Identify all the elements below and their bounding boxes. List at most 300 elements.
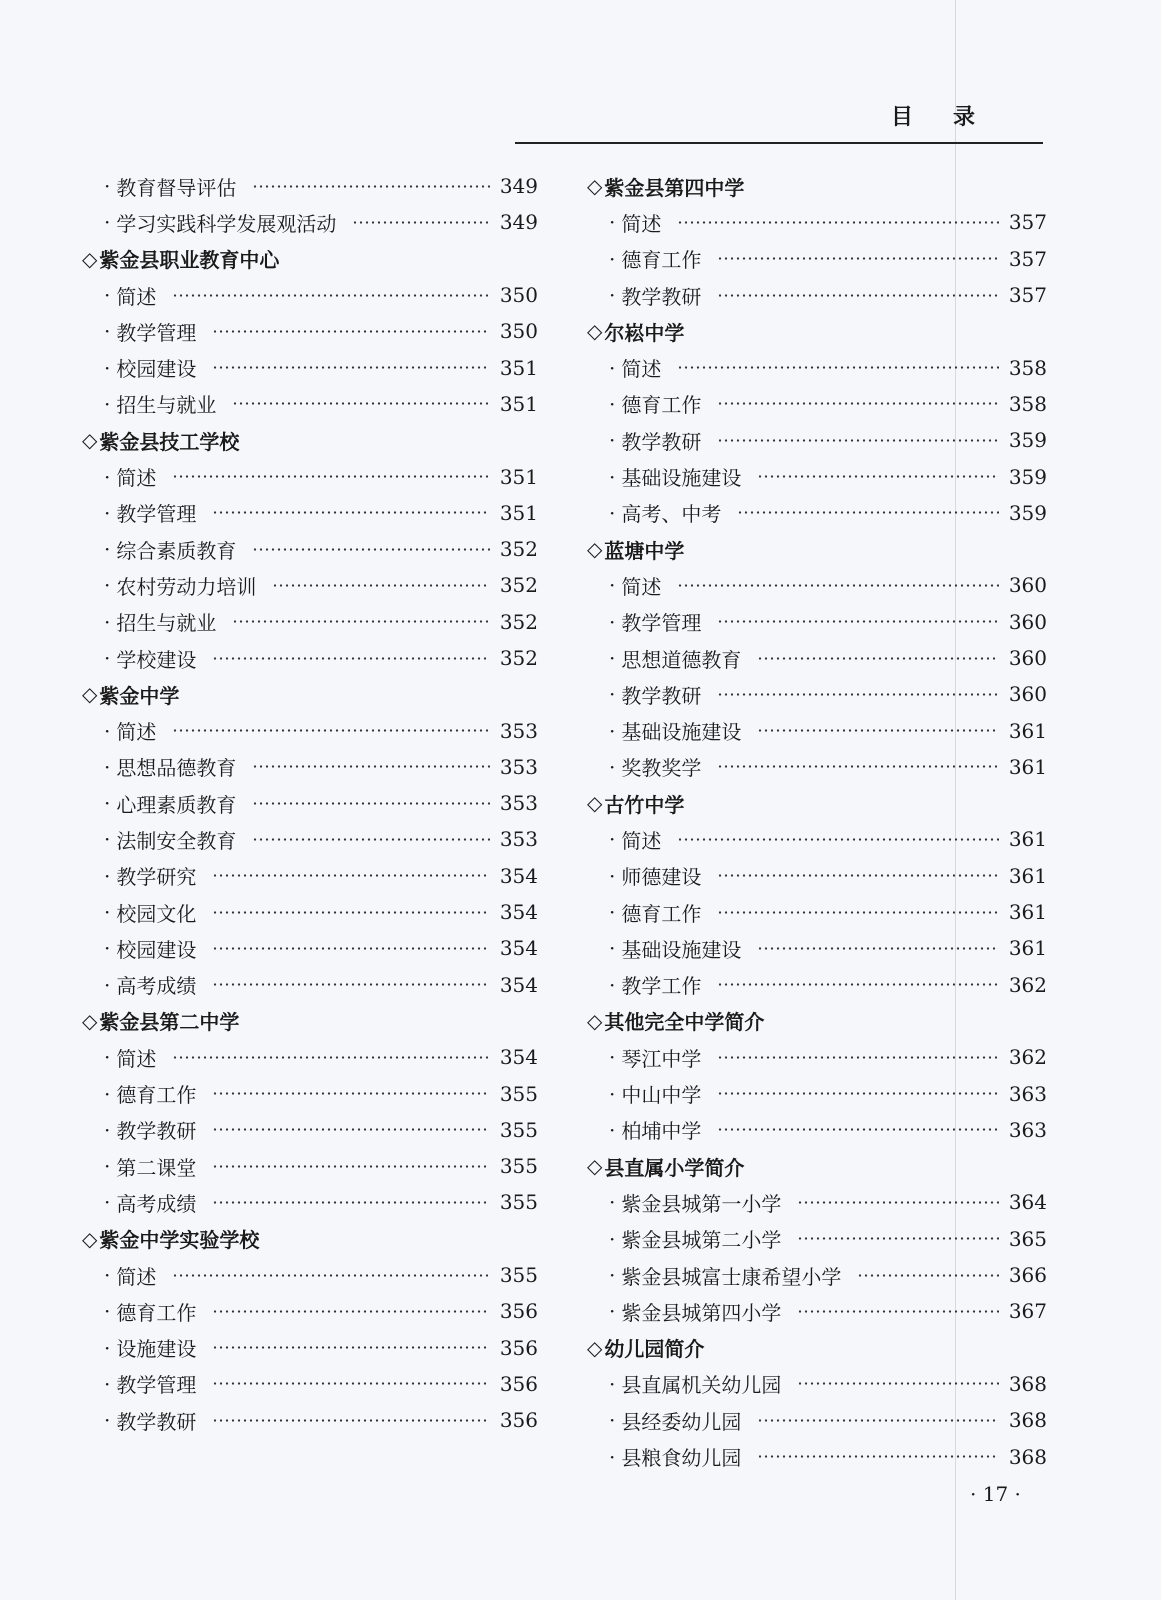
dot-leader — [212, 1092, 489, 1095]
entry-title: 中山中学 — [621, 1083, 702, 1108]
entry-page-number: 353 — [499, 718, 538, 743]
toc-entry[interactable] — [82, 204, 538, 240]
diamond-icon: ◇ — [82, 246, 98, 271]
toc-right-column — [587, 168, 1047, 1475]
bullet-icon: · — [104, 283, 111, 308]
dot-leader — [172, 1056, 489, 1059]
entry-page-number: 349 — [499, 210, 538, 235]
dot-leader — [232, 402, 489, 405]
dot-leader — [212, 1128, 489, 1131]
toc-entry[interactable] — [82, 1075, 538, 1111]
toc-section-heading[interactable] — [587, 531, 1047, 567]
toc-entry[interactable] — [82, 967, 538, 1003]
dot-leader — [212, 366, 489, 369]
dot-leader — [212, 657, 489, 660]
toc-entry[interactable] — [587, 349, 1047, 385]
toc-entry[interactable] — [82, 930, 538, 966]
bullet-icon: · — [609, 246, 616, 271]
entry-title: 教学管理 — [621, 611, 702, 636]
bullet-icon: · — [104, 646, 111, 670]
dot-leader — [212, 1310, 489, 1313]
bullet-icon: · — [104, 1299, 111, 1324]
dot-leader — [717, 620, 998, 623]
toc-entry[interactable] — [82, 531, 538, 567]
entry-title: 简述 — [621, 574, 662, 599]
toc-entry[interactable] — [587, 749, 1047, 785]
toc-entry[interactable] — [587, 1075, 1047, 1111]
entry-page-number: 367 — [1008, 1299, 1047, 1324]
entry-page-number: 354 — [499, 900, 538, 925]
dot-leader — [717, 294, 998, 297]
section-title: 紫金县第二中学 — [99, 1010, 240, 1035]
entry-page-number: 362 — [1008, 1045, 1047, 1070]
diamond-icon: ◇ — [587, 1008, 603, 1033]
entry-title: 琴江中学 — [621, 1046, 702, 1071]
entry-title: 县经委幼儿园 — [621, 1409, 742, 1434]
entry-title: 教学教研 — [621, 429, 702, 454]
bullet-icon: · — [609, 1408, 616, 1433]
dot-leader — [172, 1274, 489, 1277]
entry-page-number: 352 — [499, 609, 538, 634]
section-title: 县直属小学简介 — [604, 1155, 745, 1180]
header-title: 目录 — [890, 105, 1015, 130]
entry-page-number: 360 — [1008, 682, 1047, 707]
dot-leader — [717, 1128, 998, 1131]
toc-entry[interactable] — [587, 422, 1047, 458]
entry-page-number: 351 — [499, 355, 538, 380]
toc-entry[interactable] — [82, 1402, 538, 1438]
entry-page-number: 354 — [499, 936, 538, 961]
bullet-icon: · — [609, 1226, 616, 1251]
bullet-icon: · — [609, 1117, 616, 1142]
bullet-icon: · — [104, 718, 111, 743]
entry-title: 招生与就业 — [116, 611, 217, 636]
dot-leader — [717, 911, 998, 914]
bullet-icon: · — [609, 718, 616, 743]
toc-entry[interactable] — [82, 386, 538, 422]
toc-entry[interactable] — [587, 604, 1047, 640]
toc-section-heading[interactable] — [82, 676, 538, 712]
toc-entry[interactable] — [82, 1330, 538, 1366]
bullet-icon: · — [609, 827, 616, 852]
toc-entry[interactable] — [82, 1257, 538, 1293]
bullet-icon: · — [609, 863, 616, 888]
entry-title: 教育督导评估 — [116, 175, 237, 200]
diamond-icon: ◇ — [82, 1226, 98, 1251]
entry-page-number: 354 — [499, 972, 538, 997]
entry-page-number: 353 — [499, 827, 538, 852]
toc-entry[interactable] — [587, 676, 1047, 712]
entry-page-number: 349 — [499, 174, 538, 199]
dot-leader — [212, 511, 489, 514]
bullet-icon: · — [104, 1117, 111, 1142]
toc-section-heading[interactable] — [587, 168, 1047, 204]
bullet-icon: · — [104, 1081, 111, 1106]
toc-entry[interactable] — [587, 712, 1047, 748]
bullet-icon: · — [104, 1263, 111, 1288]
dot-leader — [797, 1382, 998, 1385]
diamond-icon: ◇ — [587, 319, 603, 344]
bullet-icon: · — [609, 428, 616, 453]
dot-leader — [717, 257, 998, 260]
bullet-icon: · — [609, 283, 616, 308]
bullet-icon: · — [609, 646, 616, 670]
toc-entry[interactable] — [82, 785, 538, 821]
entry-page-number: 350 — [499, 283, 538, 308]
bullet-icon: · — [104, 609, 111, 634]
entry-title: 学习实践科学发展观活动 — [116, 211, 337, 236]
dot-leader — [172, 729, 489, 732]
bullet-icon: · — [104, 863, 111, 888]
diamond-icon: ◇ — [587, 537, 603, 562]
toc-entry[interactable] — [587, 386, 1047, 422]
running-header — [515, 98, 1043, 144]
entry-page-number: 358 — [1008, 391, 1047, 416]
dot-leader — [857, 1274, 998, 1277]
section-title: 紫金县职业教育中心 — [99, 248, 280, 273]
diamond-icon: ◇ — [587, 1154, 603, 1179]
bullet-icon: · — [609, 1045, 616, 1070]
dot-leader — [252, 765, 489, 768]
toc-section-heading[interactable] — [82, 1003, 538, 1039]
entry-page-number: 355 — [499, 1154, 538, 1179]
toc-entry[interactable] — [587, 458, 1047, 494]
entry-page-number: 352 — [499, 646, 538, 670]
dot-leader — [757, 475, 998, 478]
entry-page-number: 357 — [1008, 210, 1047, 235]
bullet-icon: · — [104, 174, 111, 199]
section-title: 紫金县第四中学 — [604, 175, 745, 200]
toc-entry[interactable] — [82, 894, 538, 930]
dot-leader — [757, 1455, 998, 1458]
entry-title: 县粮食幼儿园 — [621, 1446, 742, 1471]
dot-leader — [212, 1419, 489, 1422]
entry-page-number: 360 — [1008, 646, 1047, 670]
toc-entry[interactable] — [82, 1039, 538, 1075]
bullet-icon: · — [104, 1408, 111, 1433]
toc-entry[interactable] — [82, 858, 538, 894]
dot-leader — [272, 584, 489, 587]
entry-page-number: 355 — [499, 1190, 538, 1215]
entry-title: 柏埔中学 — [621, 1119, 702, 1144]
entry-page-number: 357 — [1008, 283, 1047, 308]
toc-section-heading[interactable] — [82, 1221, 538, 1257]
dot-leader — [717, 1092, 998, 1095]
dot-leader — [212, 1346, 489, 1349]
entry-title: 简述 — [621, 357, 662, 382]
section-title: 蓝塘中学 — [604, 538, 685, 563]
toc-entry[interactable] — [82, 277, 538, 313]
diamond-icon: ◇ — [587, 1335, 603, 1360]
bullet-icon: · — [104, 1154, 111, 1179]
entry-title: 学校建设 — [116, 647, 197, 672]
dot-leader — [212, 1201, 489, 1204]
toc-left-column — [82, 168, 538, 1438]
entry-page-number: 356 — [499, 1408, 538, 1433]
entry-title: 德育工作 — [116, 1300, 197, 1325]
diamond-icon: ◇ — [82, 682, 98, 707]
entry-page-number: 354 — [499, 1045, 538, 1070]
entry-title: 招生与就业 — [116, 393, 217, 418]
entry-page-number: 358 — [1008, 355, 1047, 380]
entry-title: 师德建设 — [621, 865, 702, 890]
bullet-icon: · — [104, 1371, 111, 1396]
toc-entry[interactable] — [82, 1184, 538, 1220]
toc-entry[interactable] — [82, 712, 538, 748]
toc-entry[interactable] — [587, 1366, 1047, 1402]
toc-entry[interactable] — [82, 495, 538, 531]
toc-entry[interactable] — [587, 1293, 1047, 1329]
entry-title: 教学教研 — [116, 1119, 197, 1144]
entry-title: 思想道德教育 — [621, 647, 742, 672]
bullet-icon: · — [104, 1335, 111, 1360]
entry-title: 基础设施建设 — [621, 466, 742, 491]
toc-entry[interactable] — [587, 1184, 1047, 1220]
entry-title: 教学教研 — [621, 683, 702, 708]
bullet-icon: · — [104, 537, 111, 562]
toc-entry[interactable] — [587, 1257, 1047, 1293]
bullet-icon: · — [609, 1299, 616, 1324]
toc-entry[interactable] — [82, 1366, 538, 1402]
toc-entry[interactable] — [82, 640, 538, 676]
bullet-icon: · — [609, 682, 616, 707]
entry-title: 简述 — [116, 466, 157, 491]
toc-entry[interactable] — [82, 349, 538, 385]
toc-entry[interactable] — [587, 1402, 1047, 1438]
toc-section-heading[interactable] — [587, 313, 1047, 349]
bullet-icon: · — [104, 936, 111, 961]
bullet-icon: · — [104, 1045, 111, 1070]
entry-title: 简述 — [621, 211, 662, 236]
entry-page-number: 359 — [1008, 428, 1047, 453]
bullet-icon: · — [104, 754, 111, 779]
toc-entry[interactable] — [587, 640, 1047, 676]
entry-title: 高考、中考 — [621, 502, 722, 527]
toc-entry[interactable] — [587, 930, 1047, 966]
dot-leader — [212, 947, 489, 950]
entry-page-number: 368 — [1008, 1444, 1047, 1469]
toc-entry[interactable] — [82, 567, 538, 603]
bullet-icon: · — [609, 1371, 616, 1396]
bullet-icon: · — [609, 573, 616, 598]
dot-leader — [252, 838, 489, 841]
bullet-icon: · — [609, 1444, 616, 1469]
section-title: 紫金县技工学校 — [99, 429, 240, 454]
bullet-icon: · — [104, 500, 111, 525]
entry-title: 教学教研 — [621, 284, 702, 309]
bullet-icon: · — [609, 754, 616, 779]
dot-leader — [677, 838, 998, 841]
dot-leader — [172, 475, 489, 478]
entry-title: 县直属机关幼儿园 — [621, 1373, 782, 1398]
dot-leader — [717, 1056, 998, 1059]
toc-entry[interactable] — [82, 1293, 538, 1329]
entry-page-number: 364 — [1008, 1190, 1047, 1215]
entry-page-number: 355 — [499, 1081, 538, 1106]
toc-entry[interactable] — [587, 894, 1047, 930]
entry-title: 德育工作 — [621, 901, 702, 926]
dot-leader — [212, 330, 489, 333]
section-title: 紫金中学 — [99, 683, 180, 708]
entry-page-number: 361 — [1008, 718, 1047, 743]
entry-title: 紫金县城第四小学 — [621, 1300, 782, 1325]
toc-entry[interactable] — [82, 749, 538, 785]
dot-leader — [717, 765, 998, 768]
toc-section-heading[interactable] — [587, 785, 1047, 821]
dot-leader — [252, 802, 489, 805]
entry-title: 思想品德教育 — [116, 756, 237, 781]
entry-title: 基础设施建设 — [621, 937, 742, 962]
dot-leader — [677, 584, 998, 587]
toc-entry[interactable] — [82, 1148, 538, 1184]
dot-leader — [797, 1237, 998, 1240]
toc-entry[interactable] — [587, 567, 1047, 603]
entry-title: 教学管理 — [116, 502, 197, 527]
diamond-icon: ◇ — [587, 174, 603, 199]
entry-page-number: 366 — [1008, 1263, 1047, 1288]
entry-page-number: 355 — [499, 1117, 538, 1142]
entry-page-number: 353 — [499, 791, 538, 816]
dot-leader — [232, 620, 489, 623]
entry-page-number: 356 — [499, 1299, 538, 1324]
entry-title: 紫金县城第二小学 — [621, 1228, 782, 1253]
bullet-icon: · — [609, 355, 616, 380]
dot-leader — [172, 294, 489, 297]
toc-entry[interactable] — [587, 204, 1047, 240]
toc-entry[interactable] — [587, 1039, 1047, 1075]
toc-entry[interactable] — [82, 458, 538, 494]
dot-leader — [212, 983, 489, 986]
entry-title: 校园建设 — [116, 357, 197, 382]
toc-entry[interactable] — [587, 495, 1047, 531]
entry-title: 教学教研 — [116, 1409, 197, 1434]
entry-title: 基础设施建设 — [621, 720, 742, 745]
entry-page-number: 351 — [499, 464, 538, 489]
entry-title: 心理素质教育 — [116, 792, 237, 817]
dot-leader — [717, 402, 998, 405]
entry-page-number: 356 — [499, 1371, 538, 1396]
toc-entry[interactable] — [82, 1112, 538, 1148]
entry-page-number: 361 — [1008, 936, 1047, 961]
bullet-icon: · — [609, 500, 616, 525]
entry-title: 农村劳动力培训 — [116, 574, 257, 599]
entry-page-number: 361 — [1008, 863, 1047, 888]
entry-page-number: 361 — [1008, 827, 1047, 852]
dot-leader — [717, 874, 998, 877]
dot-leader — [757, 729, 998, 732]
bullet-icon: · — [104, 573, 111, 598]
toc-section-heading[interactable] — [82, 422, 538, 458]
toc-entry[interactable] — [587, 821, 1047, 857]
entry-title: 校园建设 — [116, 937, 197, 962]
toc-entry[interactable] — [587, 1438, 1047, 1474]
entry-page-number: 353 — [499, 754, 538, 779]
entry-title: 设施建设 — [116, 1337, 197, 1362]
entry-title: 综合素质教育 — [116, 538, 237, 563]
entry-title: 教学研究 — [116, 865, 197, 890]
entry-page-number: 362 — [1008, 972, 1047, 997]
dot-leader — [757, 657, 998, 660]
entry-page-number: 354 — [499, 863, 538, 888]
entry-title: 简述 — [116, 1046, 157, 1071]
dot-leader — [352, 221, 489, 224]
dot-leader — [757, 1419, 998, 1422]
toc-section-heading[interactable] — [587, 1148, 1047, 1184]
entry-title: 高考成绩 — [116, 1191, 197, 1216]
entry-page-number: 357 — [1008, 246, 1047, 271]
entry-title: 简述 — [116, 1264, 157, 1289]
page-number: · 17 · — [970, 1482, 1021, 1506]
dot-leader — [717, 693, 998, 696]
bullet-icon: · — [609, 391, 616, 416]
entry-title: 校园文化 — [116, 901, 197, 926]
section-title: 紫金中学实验学校 — [99, 1228, 260, 1253]
entry-title: 简述 — [116, 720, 157, 745]
entry-title: 紫金县城第一小学 — [621, 1191, 782, 1216]
entry-title: 德育工作 — [116, 1083, 197, 1108]
bullet-icon: · — [609, 1081, 616, 1106]
diamond-icon: ◇ — [82, 428, 98, 453]
bullet-icon: · — [104, 319, 111, 344]
bullet-icon: · — [104, 827, 111, 852]
dot-leader — [212, 911, 489, 914]
entry-page-number: 359 — [1008, 500, 1047, 525]
toc-entry[interactable] — [587, 277, 1047, 313]
entry-title: 德育工作 — [621, 248, 702, 273]
entry-page-number: 350 — [499, 319, 538, 344]
toc-entry[interactable] — [587, 1112, 1047, 1148]
entry-page-number: 352 — [499, 573, 538, 598]
entry-page-number: 363 — [1008, 1081, 1047, 1106]
toc-entry[interactable] — [82, 313, 538, 349]
dot-leader — [717, 439, 998, 442]
toc-entry[interactable] — [82, 168, 538, 204]
entry-title: 法制安全教育 — [116, 828, 237, 853]
entry-title: 教学管理 — [116, 1373, 197, 1398]
dot-leader — [212, 1382, 489, 1385]
toc-entry[interactable] — [587, 967, 1047, 1003]
toc-entry[interactable] — [587, 1221, 1047, 1257]
toc-entry[interactable] — [82, 604, 538, 640]
entry-page-number: 360 — [1008, 609, 1047, 634]
toc-section-heading[interactable] — [587, 1003, 1047, 1039]
bullet-icon: · — [104, 391, 111, 416]
entry-title: 第二课堂 — [116, 1155, 197, 1180]
entry-page-number: 368 — [1008, 1371, 1047, 1396]
dot-leader — [757, 947, 998, 950]
entry-page-number: 361 — [1008, 754, 1047, 779]
toc-entry[interactable] — [587, 241, 1047, 277]
entry-page-number: 361 — [1008, 900, 1047, 925]
dot-leader — [252, 185, 489, 188]
toc-section-heading[interactable] — [587, 1330, 1047, 1366]
toc-entry[interactable] — [82, 821, 538, 857]
toc-section-heading[interactable] — [82, 241, 538, 277]
dot-leader — [212, 1165, 489, 1168]
bullet-icon: · — [609, 1263, 616, 1288]
dot-leader — [797, 1310, 998, 1313]
dot-leader — [677, 366, 998, 369]
bullet-icon: · — [104, 1190, 111, 1215]
bullet-icon: · — [104, 464, 111, 489]
entry-page-number: 368 — [1008, 1408, 1047, 1433]
entry-page-number: 351 — [499, 500, 538, 525]
entry-page-number: 352 — [499, 537, 538, 562]
entry-page-number: 359 — [1008, 464, 1047, 489]
toc-entry[interactable] — [587, 858, 1047, 894]
bullet-icon: · — [609, 210, 616, 235]
section-title: 其他完全中学简介 — [604, 1010, 765, 1035]
